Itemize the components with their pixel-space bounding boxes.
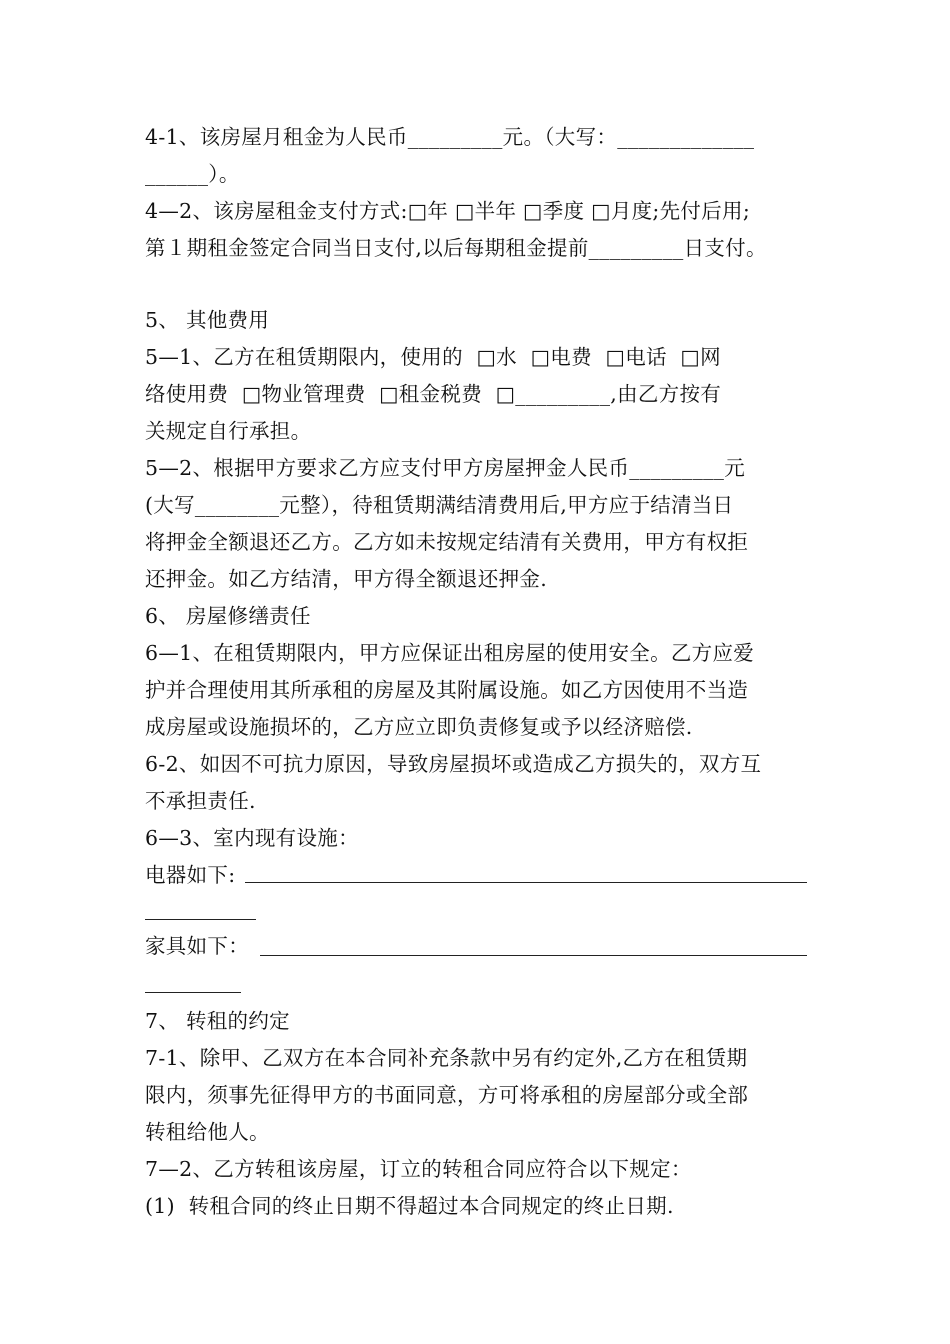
clause-7-1-line-2: 限内，须事先征得甲方的书面同意，方可将承租的房屋部分或全部 [145,1083,749,1107]
section-6-heading: 6、 房屋修缮责任 [145,604,311,628]
appliances-label: 电器如下: [145,863,236,887]
appliances-blank-line-cont [145,919,256,920]
clause-4-2-line-1: 4—2、该房屋租金支付方式:□年 □半年 □季度 □月度;先付后用; [145,199,751,223]
clause-7-2-item-1: (1) 转租合同的终止日期不得超过本合同规定的终止日期. [145,1194,674,1218]
clause-5-2-line-3: 将押金全额退还乙方。乙方如未按规定结清有关费用，甲方有权拒 [145,530,749,554]
appliances-blank-line [245,882,807,883]
clause-6-2-line-1: 6-2、如因不可抗力原因，导致房屋损坏或造成乙方损失的，双方互 [145,752,762,776]
clause-6-2-line-2: 不承担责任. [145,789,256,813]
clause-5-2-line-2: (大写________元整），待租赁期满结清费用后,甲方应于结清当日 [145,493,734,517]
clause-6-1-line-2: 护并合理使用其所承租的房屋及其附属设施。如乙方因使用不当造 [145,678,749,702]
clause-4-2-line-2: 第１期租金签定合同当日支付,以后每期租金提前_________日支付。 [145,236,767,260]
section-7-heading: 7、 转租的约定 [145,1009,290,1033]
furniture-blank-line [260,955,807,956]
clause-4-1-line-2: ______）。 [145,162,240,186]
furniture-label: 家具如下： [145,934,249,958]
clause-6-3-line-1: 6—3、室内现有设施： [145,826,359,850]
clause-4-1-line-1: 4-1、该房屋月租金为人民币_________元。（大写：_____________ [145,125,755,149]
section-5-heading: 5、 其他费用 [145,308,270,332]
clause-6-1-line-3: 成房屋或设施损坏的，乙方应立即负责修复或予以经济赔偿. [145,715,693,739]
clause-5-2-line-4: 还押金。如乙方结清，甲方得全额退还押金. [145,567,548,591]
clause-6-1-line-1: 6—1、在租赁期限内，甲方应保证出租房屋的使用安全。乙方应爱 [145,641,755,665]
clause-5-1-line-3: 关规定自行承担。 [145,419,312,443]
clause-5-1-line-1: 5—1、乙方在租赁期限内，使用的 □水 □电费 □电话 □网 [145,345,721,369]
clause-7-2-line-1: 7—2、乙方转租该房屋，订立的转租合同应符合以下规定： [145,1157,692,1181]
clause-7-1-line-1: 7-1、除甲、乙双方在本合同补充条款中另有约定外,乙方在租赁期 [145,1046,748,1070]
clause-5-2-line-1: 5—2、根据甲方要求乙方应支付甲方房屋押金人民币_________元 [145,456,746,480]
clause-5-1-line-2: 络使用费 □物业管理费 □租金税费 □_________,由乙方按有 [145,382,722,406]
clause-7-1-line-3: 转租给他人。 [145,1120,270,1144]
furniture-blank-line-cont [145,992,241,993]
